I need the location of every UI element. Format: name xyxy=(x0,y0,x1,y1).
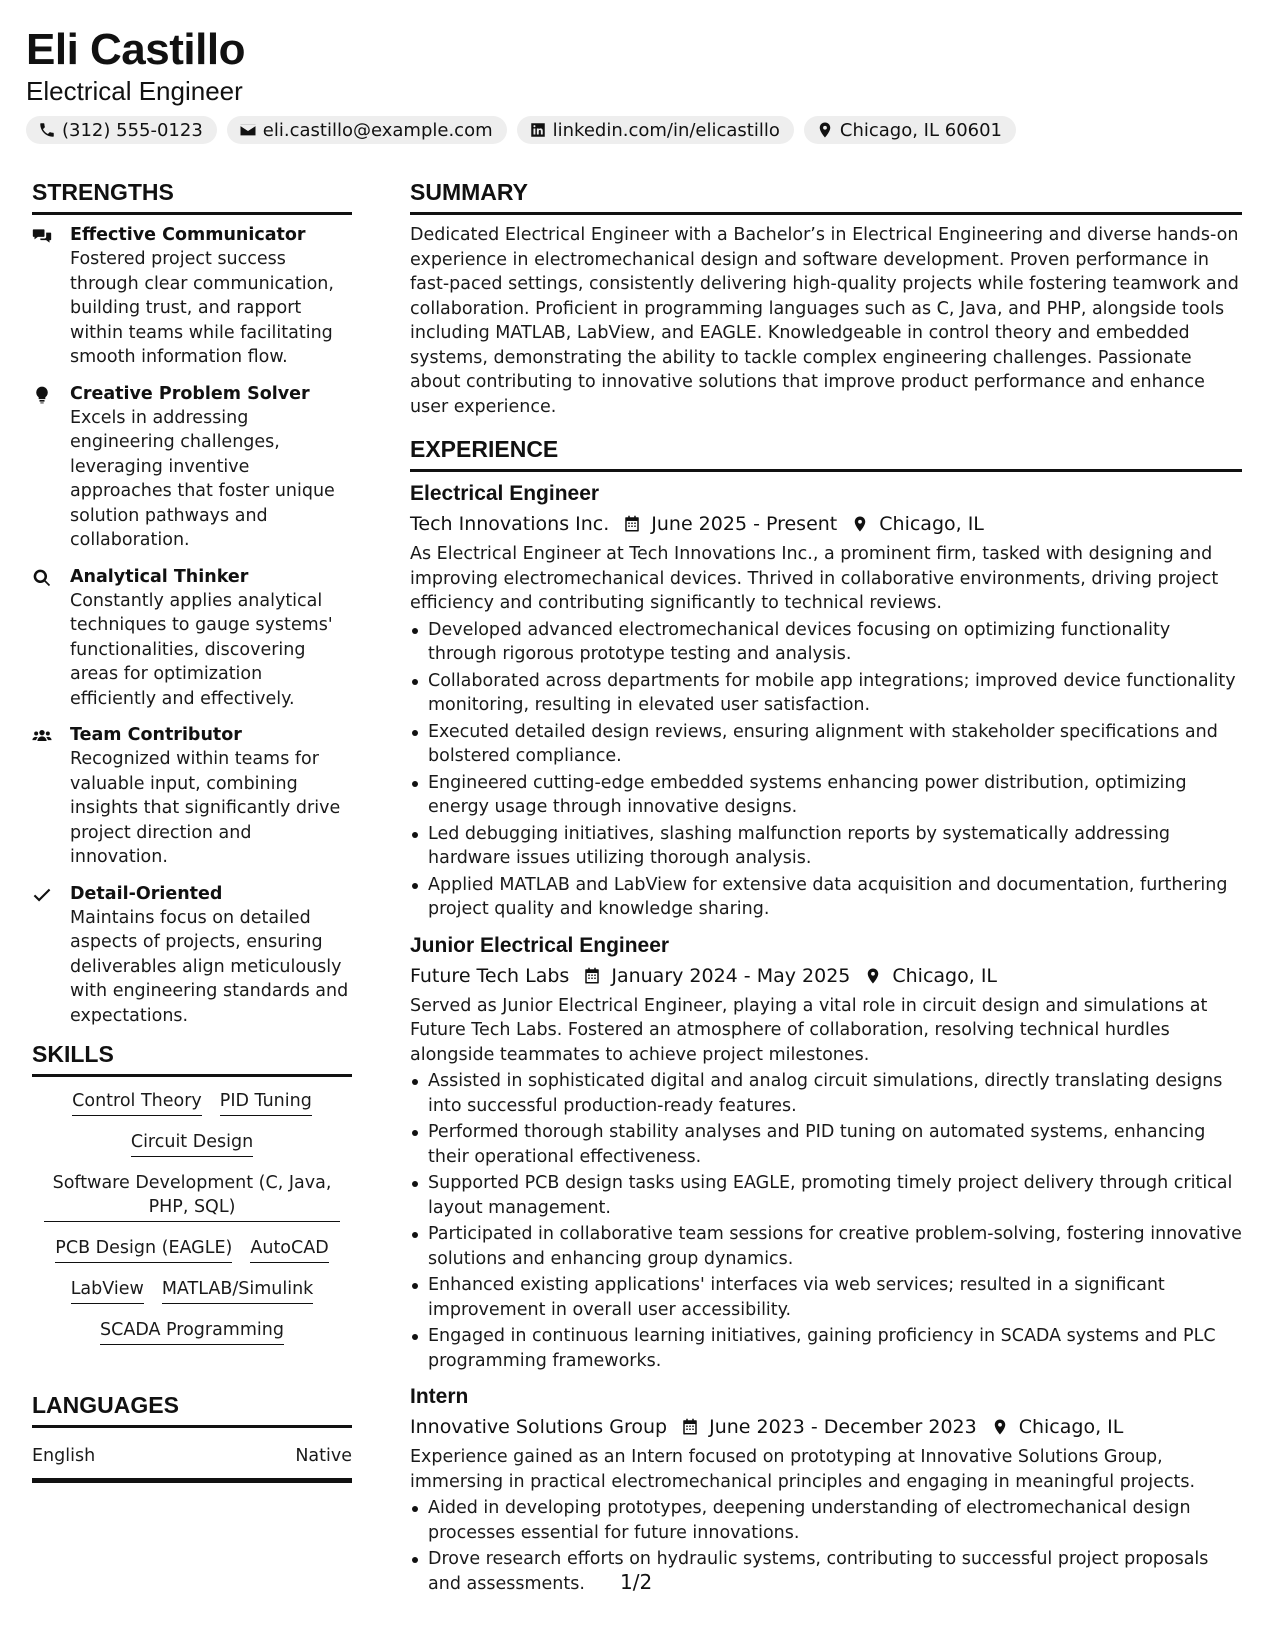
map-pin-icon xyxy=(816,121,834,139)
job-description: Experience gained as an Intern focused on prototyping at Innovative Solutions Group, immersing in practical electromechanical principles and engaging in meaningful projects. xyxy=(410,1447,1196,1492)
job-description: Served as Junior Electrical Engineer, playing a vital role in circuit design and simulations at Future Tech Labs. Fostered an atmosphere of collaboration, resolving technical hurdles alongside teammates to achieve project milestones. xyxy=(410,995,1208,1065)
map-pin-icon xyxy=(864,967,882,985)
job-entry xyxy=(410,932,1242,1374)
strength-item xyxy=(32,565,352,712)
job-meta xyxy=(410,960,1242,992)
job-title: Electrical Engineer xyxy=(410,482,600,505)
right-column xyxy=(410,178,1242,1606)
job-bullet: Engaged in continuous learning initiatives, gaining proficiency in SCADA systems and PLC programming frameworks. xyxy=(410,1324,1242,1373)
skill-tag: Circuit Design xyxy=(131,1130,253,1157)
left-column xyxy=(32,178,352,1483)
summary-text: Dedicated Electrical Engineer with a Bachelor’s in Electrical Engineering and diverse hands-on experience in electromechanical design and software development. Proven performance in fast-paced settings, consistently delivering high-quality projects while fostering teamwork and collaboration. Proficient in programming languages such as C, Java, and PHP, alongside tools including MATLAB, LabView, and EAGLE. Knowledgeable in control theory and embedded systems, demonstrating the ability to tackle complex engineering challenges. Passionate about contributing to innovative solutions that improve product performance and enhance user experience. xyxy=(410,225,1239,417)
strength-item xyxy=(32,882,352,1029)
skills-list xyxy=(32,1085,352,1345)
strength-title: Effective Communicator xyxy=(70,225,306,245)
job-meta xyxy=(410,1411,1242,1443)
job-company: Tech Innovations Inc. xyxy=(410,513,610,535)
contact-linkedin[interactable] xyxy=(517,116,794,144)
job-meta xyxy=(410,508,1242,540)
skills-heading: SKILLS xyxy=(32,1040,352,1077)
job-dates: June 2023 - December 2023 xyxy=(709,1416,977,1438)
contact-linkedin-text: linkedin.com/in/elicastillo xyxy=(552,119,780,141)
contact-location xyxy=(804,116,1016,144)
job-bullet: Developed advanced electromechanical devices focusing on optimizing functionality through rigorous prototype testing and analysis. xyxy=(410,618,1242,667)
resume-header xyxy=(26,24,1246,144)
candidate-name: Eli Castillo xyxy=(26,25,245,74)
calendar-icon xyxy=(681,1418,699,1436)
job-bullets xyxy=(410,1069,1242,1373)
job-bullet: Supported PCB design tasks using EAGLE, promoting timely project delivery through critical layout management. xyxy=(410,1171,1242,1220)
strength-desc: Maintains focus on detailed aspects of projects, ensuring deliverables align meticulously with engineering standards and expectations. xyxy=(70,907,349,1026)
skill-tag: Control Theory xyxy=(72,1089,202,1116)
strength-desc: Excels in addressing engineering challenges, leveraging inventive approaches that foster unique solution pathways and collaboration. xyxy=(70,407,335,550)
strength-item xyxy=(32,382,352,553)
language-level: Native xyxy=(295,1446,352,1466)
candidate-role: Electrical Engineer xyxy=(26,76,243,106)
job-company: Innovative Solutions Group xyxy=(410,1416,668,1438)
skill-tag: MATLAB/Simulink xyxy=(162,1277,313,1304)
languages-section xyxy=(32,1391,352,1483)
checkmark-icon xyxy=(32,885,52,905)
strength-desc: Fostered project success through clear communication, building trust, and rapport within teams while facilitating smooth information flow. xyxy=(70,249,334,367)
job-bullet: Led debugging initiatives, slashing malfunction reports by systematically addressing hardware issues utilizing thorough analysis. xyxy=(410,822,1242,871)
phone-icon xyxy=(38,121,56,139)
job-bullet: Drove research efforts on hydraulic systems, contributing to successful project proposals and assessments. xyxy=(410,1547,1242,1596)
job-location: Chicago, IL xyxy=(892,964,998,987)
summary-heading: SUMMARY xyxy=(410,178,1242,215)
contact-bar xyxy=(26,116,1246,144)
job-title: Intern xyxy=(410,1385,469,1408)
strength-title: Team Contributor xyxy=(70,725,242,745)
language-row xyxy=(32,1436,352,1483)
lightbulb-icon xyxy=(32,385,52,405)
contact-email-text: eli.castillo@example.com xyxy=(262,119,493,141)
contact-email[interactable] xyxy=(227,116,507,144)
skill-tag: PCB Design (EAGLE) xyxy=(55,1236,232,1263)
job-description: As Electrical Engineer at Tech Innovations Inc., a prominent firm, tasked with designing and improving electromechanical devices. Thrived in collaborative environments, driving project efficiency and contributing significantly to technical reviews. xyxy=(410,544,1219,613)
job-location: Chicago, IL xyxy=(879,513,984,535)
job-entry xyxy=(410,1383,1242,1596)
speech-bubbles-icon xyxy=(32,226,52,246)
job-bullet: Engineered cutting-edge embedded systems enhancing power distribution, optimizing energy usage through innovative designs. xyxy=(410,771,1242,820)
job-title: Junior Electrical Engineer xyxy=(410,933,670,957)
linkedin-icon xyxy=(529,121,547,139)
language-name: English xyxy=(32,1446,96,1466)
page-number: 1/2 xyxy=(620,1570,653,1594)
job-bullet: Assisted in sophisticated digital and analog circuit simulations, directly translating designs into successful production-ready features. xyxy=(410,1069,1242,1118)
strength-desc: Constantly applies analytical techniques to gauge systems' functionalities, discovering areas for optimization efficiently and effectively. xyxy=(70,590,333,709)
strength-desc: Recognized within teams for valuable input, combining insights that significantly drive project direction and innovation. xyxy=(70,749,341,867)
job-bullet: Performed thorough stability analyses and PID tuning on automated systems, enhancing their operational effectiveness. xyxy=(410,1120,1242,1169)
contact-location-text: Chicago, IL 60601 xyxy=(839,119,1002,141)
strength-title: Analytical Thinker xyxy=(70,566,249,587)
job-bullet: Executed detailed design reviews, ensuring alignment with stakeholder specifications and bolstered compliance. xyxy=(410,720,1242,769)
skill-tag: SCADA Programming xyxy=(100,1318,284,1345)
calendar-icon xyxy=(583,967,601,985)
job-company: Future Tech Labs xyxy=(410,964,570,987)
skills-section xyxy=(32,1040,352,1345)
skill-tag: Software Development (C, Java, PHP, SQL) xyxy=(44,1171,340,1222)
map-pin-icon xyxy=(991,1418,1009,1436)
skill-tag: LabView xyxy=(71,1277,144,1304)
experience-heading: EXPERIENCE xyxy=(410,435,1242,472)
contact-phone-text: (312) 555-0123 xyxy=(62,119,203,141)
job-bullet: Aided in developing prototypes, deepening understanding of electromechanical design processes essential for future innovations. xyxy=(410,1496,1242,1545)
job-bullet: Participated in collaborative team sessions for creative problem-solving, fostering innovative solutions and enhancing group dynamics. xyxy=(410,1222,1242,1271)
job-location: Chicago, IL xyxy=(1018,1416,1124,1438)
skill-tag: AutoCAD xyxy=(250,1236,328,1263)
languages-heading: LANGUAGES xyxy=(32,1391,352,1428)
job-dates: June 2025 - Present xyxy=(651,513,838,535)
map-pin-icon xyxy=(851,515,869,533)
job-bullet: Enhanced existing applications' interfaces via web services; resulted in a significant improvement in overall user accessibility. xyxy=(410,1273,1242,1322)
calendar-icon xyxy=(623,515,641,533)
job-bullet: Collaborated across departments for mobile app integrations; improved device functionality monitoring, resulting in elevated user satisfaction. xyxy=(410,669,1242,718)
strength-item xyxy=(32,223,352,370)
magnifier-icon xyxy=(32,568,52,588)
job-bullet: Applied MATLAB and LabView for extensive data acquisition and documentation, furthering project quality and knowledge sharing. xyxy=(410,873,1242,922)
users-icon xyxy=(32,726,52,746)
skill-tag: PID Tuning xyxy=(220,1089,312,1116)
job-bullets xyxy=(410,1496,1242,1596)
job-dates: January 2024 - May 2025 xyxy=(611,964,851,987)
strength-title: Creative Problem Solver xyxy=(70,383,310,404)
strengths-heading: STRENGTHS xyxy=(32,178,352,215)
strength-item xyxy=(32,723,352,870)
envelope-icon xyxy=(239,121,257,139)
strength-title: Detail-Oriented xyxy=(70,883,223,904)
contact-phone[interactable] xyxy=(26,116,217,144)
job-entry xyxy=(410,480,1242,922)
job-bullets xyxy=(410,618,1242,922)
